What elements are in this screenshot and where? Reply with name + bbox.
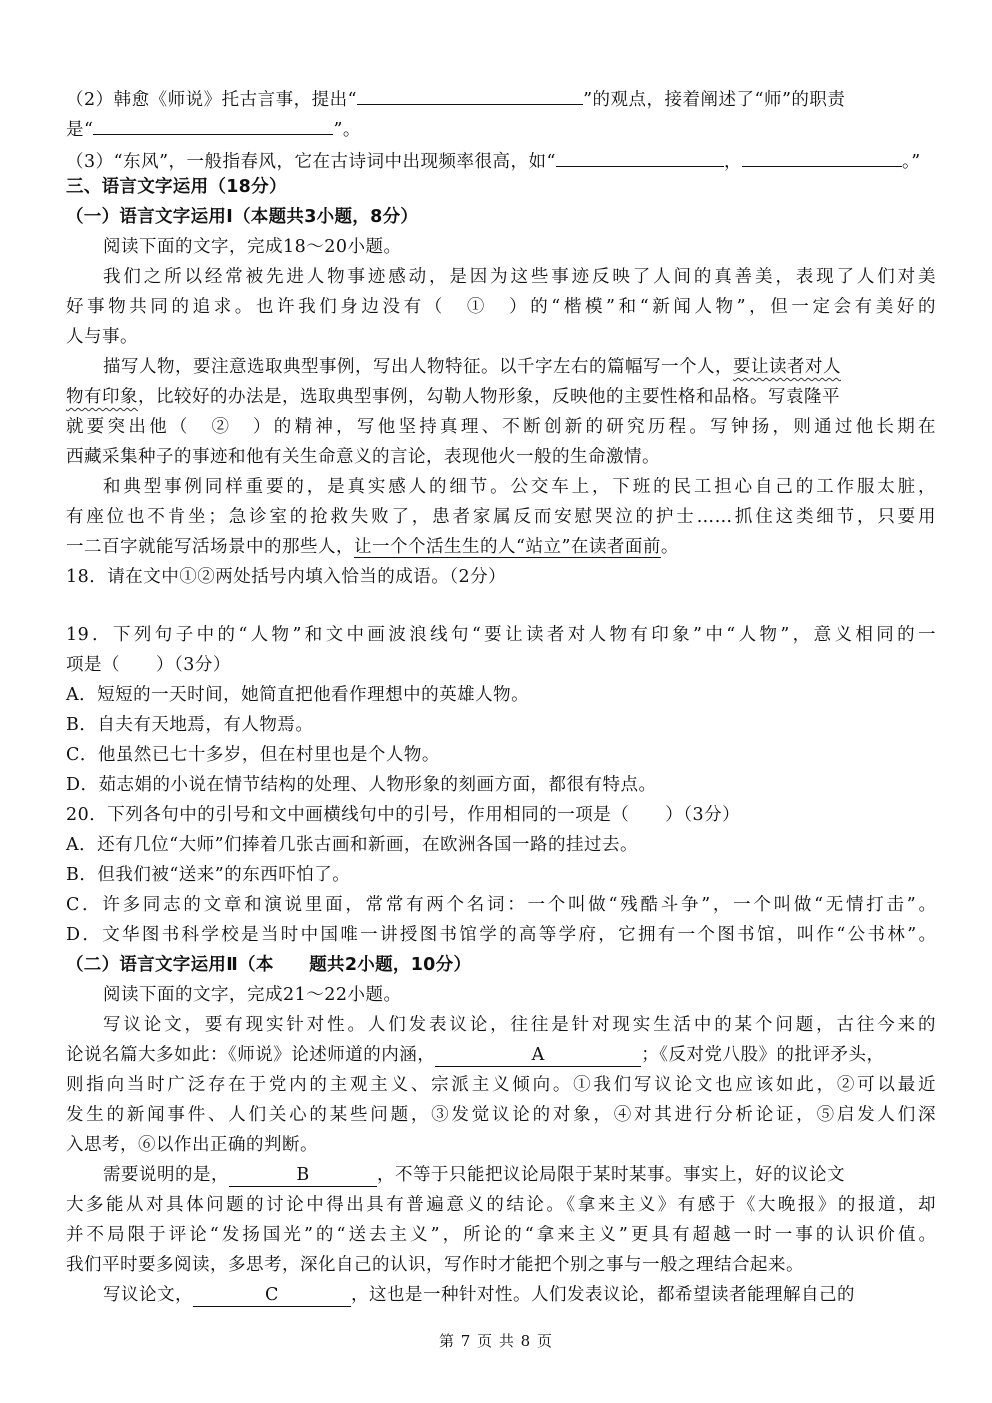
text: ，这也是一种针对性。人们发表议论，都希望读者能理解自己的 — [351, 1285, 855, 1305]
passage-line: 写议论文，要有现实针对性。人们发表议论，往往是针对现实生活中的某个问题，古往今来的 — [103, 1015, 936, 1035]
blank-b[interactable]: B — [229, 1164, 377, 1187]
option-a: A．短短的一天时间，她简直把他看作理想中的英雄人物。 — [66, 685, 530, 705]
text: ，不等于只能把议论局限于某时某事。事实上，好的议论文 — [377, 1165, 845, 1185]
option-c: C．他虽然已七十多岁，但在村里也是个人物。 — [66, 745, 440, 765]
text: （2）韩愈《师说》托古言事，提出“ — [66, 90, 358, 110]
blank-c[interactable]: C — [193, 1284, 351, 1307]
answer-blank[interactable] — [357, 82, 583, 105]
option-d: D．茹志娟的小说在情节结构的处理、人物形象的刻画方面，都很有特点。 — [66, 775, 657, 795]
reading-instruction: 阅读下面的文字，完成18～20小题。 — [103, 237, 402, 257]
text: 。 — [660, 537, 679, 557]
passage-line: 有座位也不肯坐；急诊室的抢救失败了，患者家属反而安慰哭泣的护士……抓住这类细节，只要用 — [66, 507, 936, 527]
underlined-text: 让一个个活生生的人“站立”在读者面前 — [354, 537, 661, 557]
passage-line — [66, 532, 936, 562]
passage-line: 人与事。 — [66, 327, 138, 347]
text: ；《反对党八股》的批评矛头， — [641, 1045, 885, 1065]
subsection-heading: （二）语言文字运用Ⅱ（本 题共2小题，10分） — [66, 955, 472, 975]
q-2-line2 — [66, 112, 936, 145]
text: 。” — [901, 152, 921, 172]
option-b: B．但我们被“送来”的东西吓怕了。 — [66, 865, 351, 885]
q-2-line1 — [66, 82, 936, 115]
text: ”的观点，接着阐述了“师”的职责 — [583, 90, 846, 110]
question-19-cont: 项是（ ）（3分） — [66, 655, 231, 675]
text: （3）“东风”，一般指春风，它在古诗词中出现频率很高，如“ — [66, 152, 556, 172]
text: 写议论文， — [103, 1285, 193, 1305]
text: 论说名篇大多如此：《师说》论述师道的内涵， — [66, 1045, 436, 1065]
passage-line: 则指向当时广泛存在于党内的主观主义、宗派主义倾向。①我们写议论文也应该如此，②可以最近 — [66, 1075, 936, 1095]
passage-line — [66, 1040, 936, 1070]
passage-line — [66, 382, 936, 412]
wavy-underlined-text: 物有印象 — [66, 387, 138, 407]
passage-line: 并不局限于评论“发扬国光”的“送去主义”，所论的“拿来主义”更具有超越一时一事的认识价值。 — [66, 1225, 936, 1245]
section-heading: 三、语言文字运用（18分） — [66, 177, 287, 197]
passage-line: 就要突出他（ ② ）的精神，写他坚持真理、不断创新的研究历程。写钟扬，则通过他长期在 — [66, 417, 936, 437]
passage-line: 我们平时要多阅读，多思考，深化自己的认识，写作时才能把个别之事与一般之理结合起来。 — [66, 1255, 804, 1275]
option-a: A．还有几位“大师”们捧着几张古画和新画，在欧洲各国一路的挂过去。 — [66, 835, 639, 855]
answer-blank[interactable] — [93, 112, 333, 135]
page-number: 第 7 页 共 8 页 — [439, 1332, 553, 1350]
text: 描写人物，要注意选取典型事例，写出人物特征。以千字左右的篇幅写一个人， — [103, 357, 733, 377]
text: 需要说明的是， — [103, 1165, 229, 1185]
text: ， — [723, 152, 742, 172]
text: ，比较好的办法是，选取典型事例，勾勒人物形象，反映他的主要性格和品格。写袁隆平 — [138, 387, 840, 407]
passage-line: 西藏采集种子的事迹和他有关生命意义的言论，表现他火一般的生命激情。 — [66, 447, 660, 467]
question-19: 19．下列句子中的“人物”和文中画波浪线句“要让读者对人物有印象”中“人物”，意义相同的一 — [66, 625, 936, 645]
passage-line: 发生的新闻事件、人们关心的某些问题，③发觉议论的对象，④对其进行分析论证，⑤启发人们深 — [66, 1105, 936, 1125]
text: ”。 — [333, 120, 361, 140]
passage-line: 入思考，⑥以作出正确的判断。 — [66, 1135, 318, 1155]
text: 一二百字就能写活场景中的那些人， — [66, 537, 354, 557]
passage-line: 大多能从对具体问题的讨论中得出具有普遍意义的结论。《拿来主义》有感于《大晚报》的报道，却 — [66, 1195, 936, 1215]
passage-line — [103, 1160, 936, 1190]
passage-line — [103, 1280, 936, 1310]
passage-line: 和典型事例同样重要的，是真实感人的细节。公交车上，下班的民工担心自己的工作服太脏， — [103, 477, 936, 497]
option-d: D．文华图书科学校是当时中国唯一讲授图书馆学的高等学府，它拥有一个图书馆，叫作“公书林”。 — [66, 925, 936, 945]
option-c: C．许多同志的文章和演说里面，常常有两个名词：一个叫做“残酷斗争”，一个叫做“无情打击”。 — [66, 895, 936, 915]
subsection-heading: （一）语言文字运用Ⅰ（本题共3小题，8分） — [66, 207, 419, 227]
text: 是“ — [66, 120, 94, 140]
question-18: 18．请在文中①②两处括号内填入恰当的成语。（2分） — [66, 567, 507, 587]
answer-blank[interactable] — [556, 144, 724, 167]
option-b: B．自夫有天地焉，有人物焉。 — [66, 715, 314, 735]
blank-a[interactable]: A — [435, 1044, 641, 1067]
reading-instruction: 阅读下面的文字，完成21～22小题。 — [103, 985, 402, 1005]
answer-blank[interactable] — [742, 144, 902, 167]
wavy-underlined-text: 要让读者对人 — [733, 357, 841, 377]
question-20: 20．下列各句中的引号和文中画横线句中的引号，作用相同的一项是（ ）（3分） — [66, 805, 741, 825]
passage-line: 我们之所以经常被先进人物事迹感动，是因为这些事迹反映了人间的真善美，表现了人们对美 — [103, 267, 936, 287]
passage-line: 好事物共同的追求。也许我们身边没有（ ① ）的“楷模”和“新闻人物”，但一定会有美好的 — [66, 297, 936, 317]
passage-line — [103, 352, 936, 382]
